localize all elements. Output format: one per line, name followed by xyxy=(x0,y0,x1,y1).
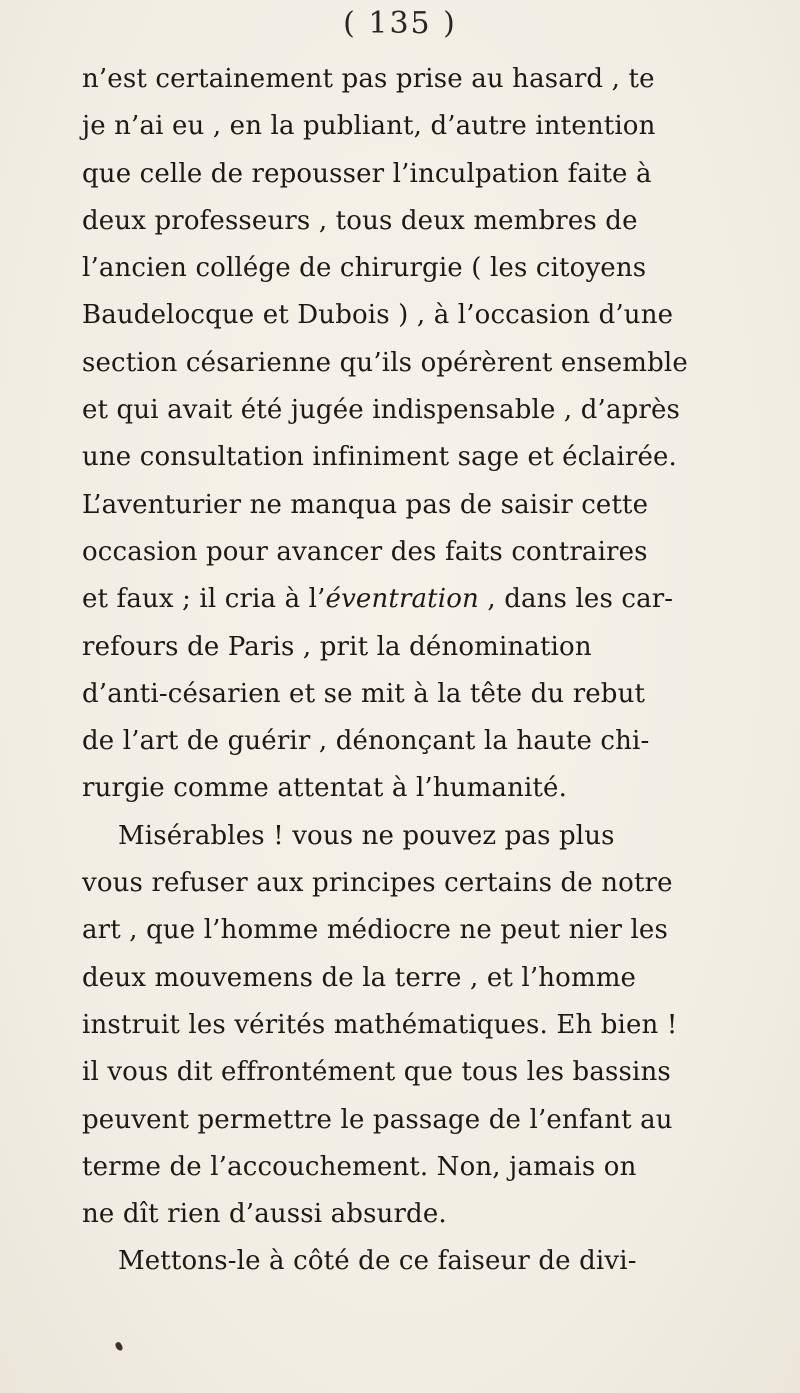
text-line-7: section césarienne qu’ils opérèrent ensemble xyxy=(82,347,688,378)
text-line-24: terme de l’accouchement. Non, jamais on xyxy=(82,1151,637,1182)
text-line-11: occasion pour avancer des faits contraires xyxy=(82,536,648,567)
text-line-14: d’anti-césarien et se mit à la tête du rebut xyxy=(82,678,646,709)
ink-smudge xyxy=(114,1341,124,1352)
text-line-12 xyxy=(82,576,752,623)
text-line-25: ne dît rien d’aussi absurde. xyxy=(82,1199,447,1230)
text-line-23: peuvent permettre le passage de l’enfant au xyxy=(82,1104,673,1135)
text-line-13: refours de Paris , prit la dénomination xyxy=(82,631,592,662)
text-line-18: vous refuser aux principes certains de notre xyxy=(82,868,673,899)
text-line-17: Misérables ! vous ne pouvez pas plus xyxy=(118,820,615,851)
text-line-4: deux professeurs , tous deux membres de xyxy=(82,205,638,236)
text-line-15: de l’art de guérir , dénonçant la haute chi- xyxy=(82,726,650,757)
text-line-3: que celle de repousser l’inculpation faite à xyxy=(82,158,652,189)
text-line-12-start: et faux ; il cria à l’ xyxy=(82,584,326,615)
text-line-20: deux mouvemens de la terre , et l’homme xyxy=(82,962,637,993)
text-line-12-end: , dans les car- xyxy=(478,584,674,615)
text-line-8: et qui avait été jugée indispensable , d’après xyxy=(82,395,680,426)
text-line-10: L’aventurier ne manqua pas de saisir cette xyxy=(82,489,649,520)
italic-word: éventration xyxy=(325,584,479,615)
text-line-21: instruit les vérités mathématiques. Eh bien ! xyxy=(82,1009,678,1040)
text-line-22: il vous dit effrontément que tous les bassins xyxy=(82,1057,671,1088)
text-line-5: l’ancien collége de chirurgie ( les citoyens xyxy=(82,253,647,284)
text-line-16: rurgie comme attentat à l’humanité. xyxy=(82,773,567,804)
text-line-6: Baudelocque et Dubois ) , à l’occasion d’une xyxy=(82,300,674,331)
text-line-9: une consultation infiniment sage et éclairée. xyxy=(82,442,677,473)
text-line-2: je n’ai eu , en la publiant, d’autre intention xyxy=(82,111,656,142)
page-number-header: ( 135 ) xyxy=(343,6,457,41)
text-line-26: Mettons-le à côté de ce faiseur de divi- xyxy=(118,1246,637,1277)
body-text xyxy=(82,56,752,1286)
text-line-1: n’est certainement pas prise au hasard , te xyxy=(82,64,655,94)
text-line-19: art , que l’homme médiocre ne peut nier les xyxy=(82,915,668,946)
